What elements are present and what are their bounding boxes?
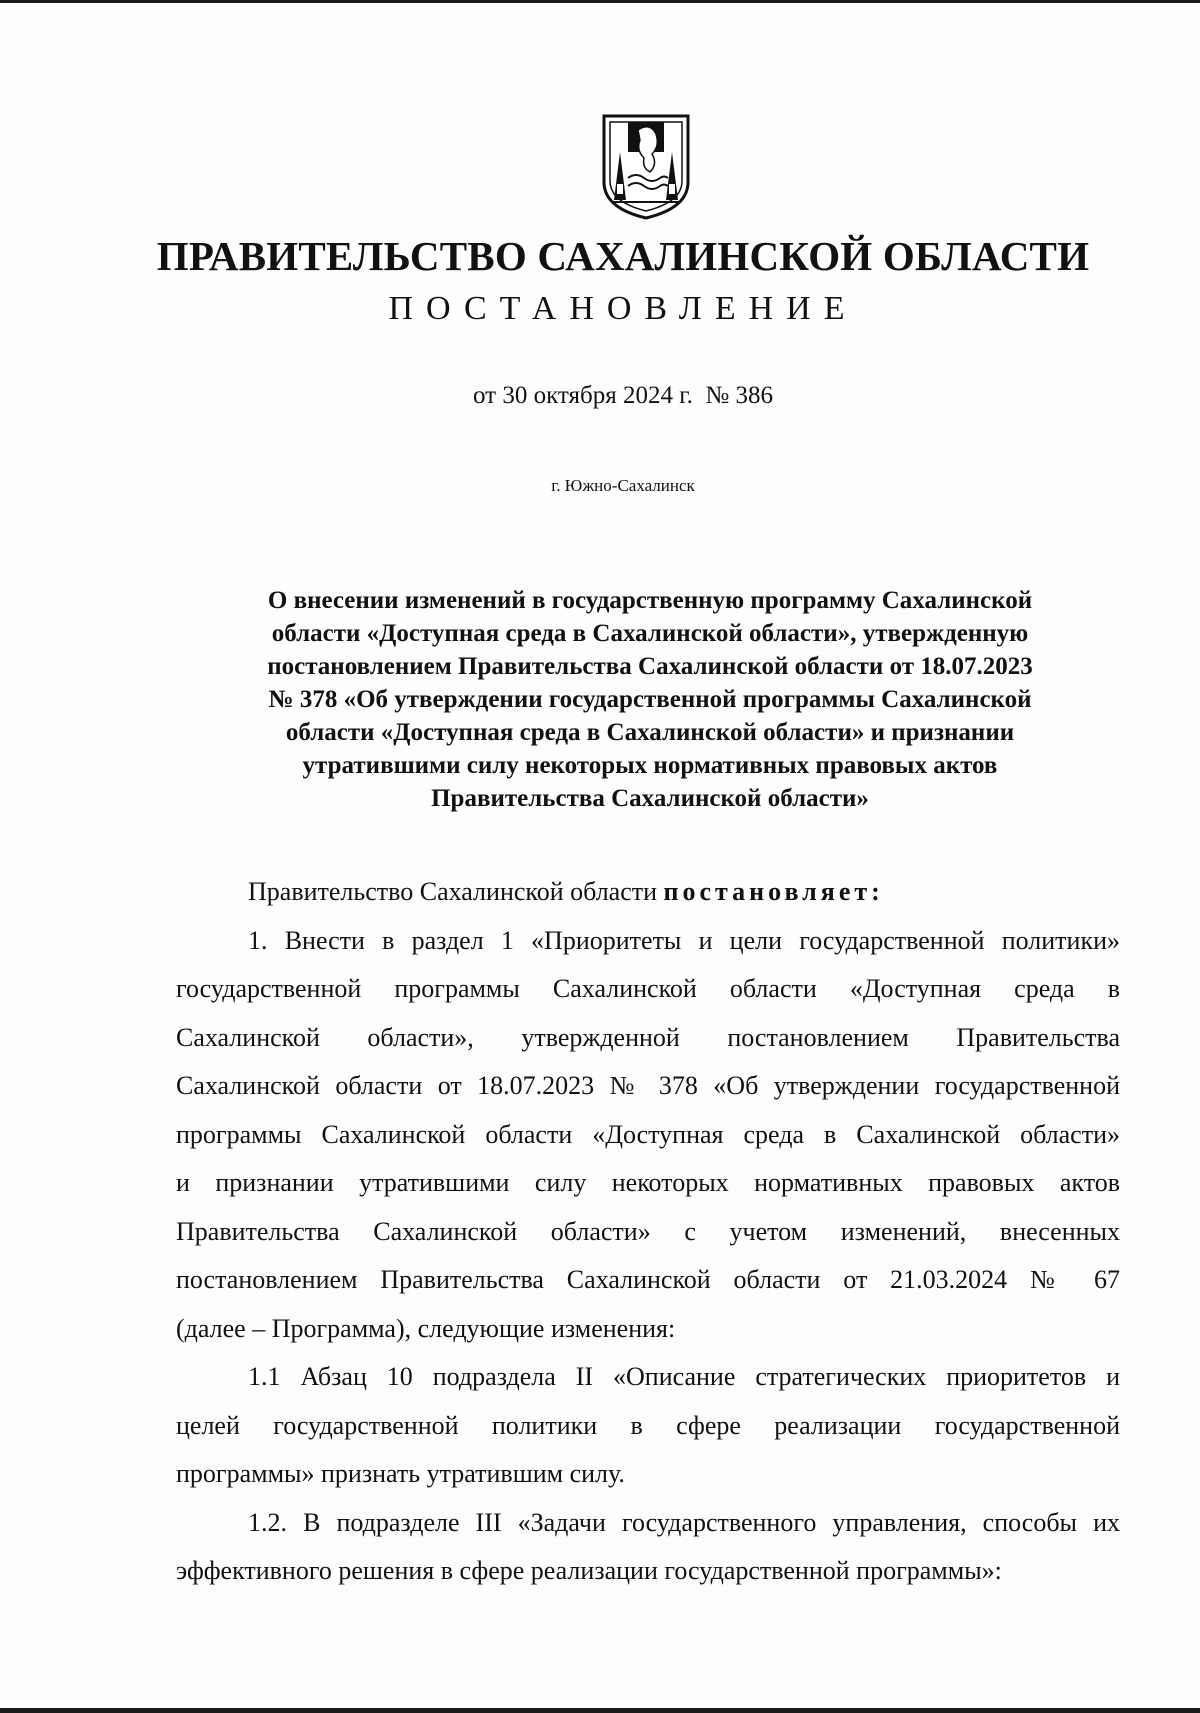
item-1-1-line: программы» признать утратившим силу. (176, 1459, 625, 1488)
document-body (176, 868, 1120, 1596)
item-1-line: государственной программы Сахалинской области «Доступная среда в (176, 974, 1120, 1003)
item-1-paragraph (176, 917, 1120, 1354)
item-1-line: (далее – Программа), следующие изменения: (176, 1313, 676, 1343)
subject-line: области «Доступная среда в Сахалинской области», утвержденную (271, 620, 1029, 647)
document-subject (210, 584, 1090, 815)
item-1-line: Правительства Сахалинской области» с учетом изменений, внесенных (176, 1216, 1120, 1246)
top-scan-edge (0, 0, 1200, 3)
subject-line: № 378 «Об утверждении государственной программы Сахалинской (268, 686, 1032, 713)
item-1-line: программы Сахалинской области «Доступная среда в Сахалинской области» (176, 1119, 1120, 1149)
subject-line: Правительства Сахалинской области» (431, 785, 869, 812)
item-1-2-paragraph (176, 1499, 1120, 1596)
document-city: г. Южно-Сахалинск (551, 476, 695, 495)
item-1-1-paragraph (176, 1353, 1120, 1499)
sakhalin-coat-of-arms-icon (598, 112, 694, 222)
intro-prefix: Правительство Сахалинской области (248, 877, 664, 906)
subject-line: утратившими силу некоторых нормативных правовых актов (302, 752, 998, 779)
subject-line: постановлением Правительства Сахалинской области от 18.07.2023 (267, 653, 1033, 680)
item-1-2-line: 1.2. В подразделе III «Задачи государственного управления, способы их (248, 1507, 1120, 1537)
item-1-1-line: целей государственной политики в сфере реализации государственной (176, 1410, 1120, 1440)
item-1-line: 1. Внести в раздел 1 «Приоритеты и цели государственной политики» (248, 925, 1120, 955)
document-date-number: от 30 октября 2024 г. № 386 (472, 382, 773, 409)
item-1-line: Сахалинской области от 18.07.2023 № 378 «Об утверждении государственной (176, 1071, 1120, 1100)
bottom-scan-edge (0, 1708, 1200, 1713)
item-1-line: и признании утратившими силу некоторых нормативных правовых актов (176, 1168, 1120, 1197)
intro-paragraph (176, 868, 1120, 917)
item-1-line: Сахалинской области», утвержденной постановлением Правительства (176, 1022, 1120, 1052)
item-1-line: постановлением Правительства Сахалинской области от 21.03.2024 № 67 (176, 1265, 1120, 1294)
decree-word: постановляет: (663, 877, 884, 906)
item-1-2-line: эффективного решения в сфере реализации государственной программы»: (176, 1556, 1002, 1585)
government-title: ПРАВИТЕЛЬСТВО САХАЛИНСКОЙ ОБЛАСТИ (156, 233, 1090, 279)
item-1-1-line: 1.1 Абзац 10 подраздела II «Описание стратегических приоритетов и (248, 1362, 1120, 1391)
document-type: ПОСТАНОВЛЕНИЕ (388, 290, 858, 327)
subject-line: области «Доступная среда в Сахалинской области» и признании (285, 719, 1015, 746)
intro-line (176, 868, 1120, 917)
subject-line: О внесении изменений в государственную программу Сахалинской (267, 587, 1033, 614)
